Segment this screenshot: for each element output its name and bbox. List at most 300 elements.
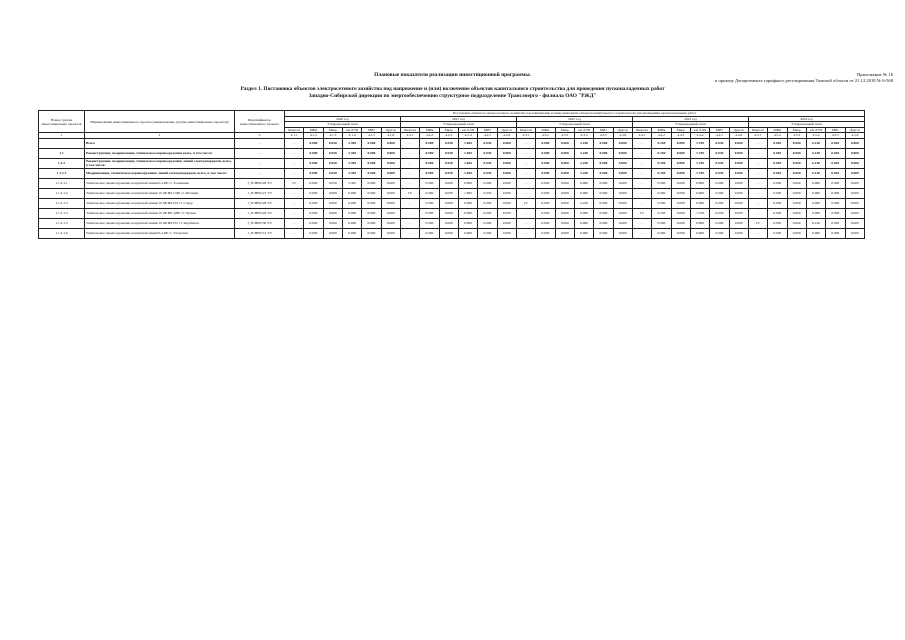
row-value: 0.030 [710,158,729,168]
row-value: 0.000 [555,188,574,198]
row-value: 0.030 [478,148,497,158]
table-row [39,158,865,168]
row-value: - [400,138,419,148]
row-value: 0.000 [420,148,439,158]
row-value: 0.030 [478,158,497,168]
row-value: 0.000 [845,168,865,178]
header-num: 4.1.4 [342,133,361,139]
row-value: 0.000 [555,178,574,188]
row-value: 0.000 [787,198,806,208]
row-value: 2.305 [342,148,361,158]
header-sub: Квартал [285,127,304,133]
row-value: 0.000 [555,228,574,238]
row-value: 0.000 [536,198,555,208]
row-value: 0.065 [826,218,845,228]
row-value: - [400,148,419,158]
row-value: 0.000 [420,138,439,148]
header-sub: МВт [594,127,613,133]
header-sub: МВт [826,127,845,133]
row-name: Техническое перевооружение воздушной линии 0,4 кВ ст. Тальменка [85,178,235,188]
row-id: J_ЗСНЕ0129 ТЭ [235,208,285,218]
row-code: 1.1.2.1.6 [39,228,85,238]
row-code: 1.1.2.1.3 [39,198,85,208]
row-value: 0.000 [497,178,516,188]
row-value: 0.000 [478,178,497,188]
row-value: 0.000 [729,168,748,178]
row-value: 0.000 [652,218,671,228]
row-value: 6.140 [806,158,825,168]
row-value: - [400,208,419,218]
header-sub: км ЛЭП [342,127,361,133]
header-sub: Квартал [748,127,767,133]
header-num: 4.2.5 [478,133,497,139]
row-value: 0.000 [323,198,342,208]
row-value: - [516,208,535,218]
header-num: 4.2.2 [420,133,439,139]
main-title: Плановые показатели реализации инвестиционной программы. [374,72,531,78]
row-value: - [400,168,419,178]
row-value: 0.000 [304,198,323,208]
row-value: - [748,228,767,238]
document-titles [0,72,905,99]
row-value: 0.000 [690,188,709,198]
row-value: 0.000 [497,138,516,148]
row-value: 0.000 [304,148,323,158]
row-value: 1.665 [458,148,477,158]
row-value: 0.000 [304,208,323,218]
row-value: 0.000 [671,158,690,168]
row-value: 0.000 [381,138,400,148]
row-value: IV [400,188,419,198]
row-value: 0.065 [768,218,787,228]
row-value: - [516,148,535,158]
row-value: 0.000 [787,228,806,238]
row-value: 0.050 [323,168,342,178]
row-value: 0.000 [381,188,400,198]
row-value: 0.000 [671,168,690,178]
row-value: - [285,148,304,158]
row-value: 0.000 [362,158,381,168]
row-value: 0.000 [826,188,845,198]
row-value: - [516,138,535,148]
row-value: - [400,218,419,228]
table-row [39,228,865,238]
row-value: 0.000 [420,208,439,218]
row-value: 0.000 [420,178,439,188]
table-row [39,138,865,148]
header-num: 4.4.6 [729,133,748,139]
row-value: 0.000 [690,228,709,238]
row-code: 1.1.2.1.4 [39,208,85,218]
row-value: 0.000 [574,228,593,238]
header-num: 2 [85,133,235,139]
row-value: 6.140 [806,218,825,228]
row-value: 0.000 [536,188,555,198]
header-num: 4.5.6 [845,133,865,139]
row-value: 0.000 [362,148,381,158]
table-row [39,198,865,208]
header-sub: МВт [478,127,497,133]
row-value: - [632,158,651,168]
row-id: - [235,158,285,168]
row-value: 0.250 [652,148,671,158]
row-value: 0.000 [806,228,825,238]
row-value: 0.000 [845,178,865,188]
header-plan: Утвержденный план [748,122,864,128]
table-row [39,208,865,218]
row-value: 0.030 [478,188,497,198]
header-sub: МВА [652,127,671,133]
row-value: 0.000 [826,228,845,238]
row-value: 0.065 [768,158,787,168]
row-value: 0.030 [478,168,497,178]
row-value: - [632,218,651,228]
row-value: 0.000 [362,228,381,238]
row-value: 0.000 [845,218,865,228]
row-value: 0.000 [478,198,497,208]
row-value: 0.000 [536,148,555,158]
header-num: 4.2.3 [439,133,458,139]
row-value: 0.000 [342,198,361,208]
row-value: 0.000 [613,178,632,188]
row-value: - [516,158,535,168]
row-value: 0.000 [304,178,323,188]
row-value: 0.000 [710,178,729,188]
row-value: 0.250 [652,208,671,218]
appendix-line1: Приложение № 16 [857,72,893,77]
row-value: 0.000 [420,168,439,178]
header-sub: Мвар [787,127,806,133]
row-value: 1.665 [458,158,477,168]
row-value: 0.000 [381,168,400,178]
row-code [39,138,85,148]
row-value: 0.000 [574,218,593,228]
row-value: - [632,198,651,208]
row-value: 0.000 [362,178,381,188]
row-value: 0.065 [768,138,787,148]
row-name: Техническое перевооружение воздушной линии 10 кВ ВЛ ПЭ ст. Барабинск [85,218,235,228]
header-plan: Утвержденный план [400,122,516,128]
row-value: 0.000 [362,168,381,178]
row-value: 0.000 [710,228,729,238]
row-value: 0.000 [381,208,400,218]
row-value: - [285,198,304,208]
row-value: 0.000 [613,218,632,228]
row-value: 0.000 [594,158,613,168]
row-value: 0.000 [555,138,574,148]
row-value: 0.000 [555,198,574,208]
header-sub: Другое [613,127,632,133]
row-value: 0.000 [497,188,516,198]
row-value: 0.000 [362,208,381,218]
row-value: 0.000 [613,148,632,158]
row-value: 0.000 [594,198,613,208]
header-num: 4.3.2 [536,133,555,139]
header-year: 2021 год [400,116,516,122]
header-sub: МВт [710,127,729,133]
row-value: 0.000 [845,228,865,238]
row-value: - [748,188,767,198]
header-num: 4.3.1 [516,133,535,139]
row-value: 0.000 [458,198,477,208]
row-value: 0.000 [729,138,748,148]
row-value: 0.000 [652,198,671,208]
row-value: 0.000 [458,178,477,188]
row-value: 0.000 [729,198,748,208]
row-value: 0.000 [729,178,748,188]
row-value: 0.000 [690,198,709,208]
row-value: 0.000 [652,228,671,238]
row-value: 0.065 [826,158,845,168]
row-value: 0.000 [729,148,748,158]
row-value: 0.000 [323,208,342,218]
row-value: 2.240 [574,138,593,148]
header-sub: МВт [362,127,381,133]
row-value: 0.000 [304,138,323,148]
row-id: - [235,138,285,148]
row-value: 0.000 [420,198,439,208]
row-name: Техническое перевооружение воздушной линии 10 кВ ВЛ ПЭ ст. Сокур [85,198,235,208]
row-value: 0.030 [710,168,729,178]
header-plan: Утвержденный план [285,122,401,128]
row-value: 0.000 [381,158,400,168]
header-sub: Квартал [632,127,651,133]
header-sub: Другое [497,127,516,133]
row-value: 6.140 [806,138,825,148]
row-value: 2.305 [342,168,361,178]
header-num: 4.4.2 [652,133,671,139]
header-num: 4.5.1 [748,133,767,139]
row-value: 0.000 [710,218,729,228]
row-value: 0.000 [845,208,865,218]
header-num: 4.4.5 [710,133,729,139]
row-value: 0.000 [420,218,439,228]
row-value: 0.000 [594,188,613,198]
row-value: 0.000 [671,208,690,218]
row-value: 0.000 [594,168,613,178]
investment-table [38,110,865,239]
header-sub: Квартал [516,127,535,133]
row-id: - [235,168,285,178]
header-year: 2023 год [632,116,748,122]
header-num: 4.3.4 [574,133,593,139]
header-sub: Мвар [439,127,458,133]
row-value: - [285,228,304,238]
row-value: 0.000 [536,138,555,148]
row-name: Техническое перевооружение воздушной линии 10 кВ ВЛ СЦБ ст. Мочище [85,188,235,198]
row-value: 0.000 [768,188,787,198]
row-value: 0.000 [478,208,497,218]
row-value: - [285,168,304,178]
header-sub: км ЛЭП [806,127,825,133]
row-value: 0.000 [304,168,323,178]
row-value: 0.000 [671,198,690,208]
row-value: 0.000 [458,208,477,218]
table-row [39,218,865,228]
row-name: Техническое перевооружение воздушной линии 0,4 кВ ст. Татарская [85,228,235,238]
header-num: 4.3.3 [555,133,574,139]
row-value: - [748,208,767,218]
header-sub: МВА [768,127,787,133]
row-value: 0.250 [652,138,671,148]
row-value: - [748,158,767,168]
row-id: J_ЗСНЕ0128 ТЭ [235,198,285,208]
row-value: 0.000 [826,178,845,188]
row-value: 2.240 [574,158,593,168]
row-name: Всего [85,138,235,148]
row-value: - [632,168,651,178]
row-value: 0.000 [652,188,671,198]
header-year: 2022 год [516,116,632,122]
header-num: 4.5.3 [787,133,806,139]
table-row [39,168,865,178]
row-value: - [748,168,767,178]
row-value: 0.030 [478,138,497,148]
row-value: 0.000 [787,148,806,158]
row-value: 0.000 [845,148,865,158]
row-value: 0.000 [362,138,381,148]
header-sub: Другое [381,127,400,133]
row-value: 0.000 [323,218,342,228]
header-sub: Мвар [555,127,574,133]
row-id: J_ЗСНЕ0131 ТЭ [235,228,285,238]
header-num: 4.2.6 [497,133,516,139]
row-value: 0.050 [323,148,342,158]
header-sub: Мвар [671,127,690,133]
row-value: 0.000 [845,188,865,198]
row-value: 0.000 [342,228,361,238]
row-value: 0.050 [323,138,342,148]
row-value: 0.065 [768,168,787,178]
row-value: 0.000 [729,218,748,228]
row-value: 1.750 [690,158,709,168]
row-value: - [285,158,304,168]
row-value: 0.000 [613,228,632,238]
row-value: 0.000 [497,148,516,158]
table-row [39,148,865,158]
row-value: 0.000 [574,208,593,218]
row-value: 0.000 [787,208,806,218]
org-title: Западно-Сибирской дирекции по энергообеспечению структурное подразделение Трансэнерго - филиала ОАО "РЖД" [308,93,597,99]
row-code: 1.1.2.1.2 [39,188,85,198]
row-value: 0.000 [342,218,361,228]
row-value: 0.000 [439,208,458,218]
row-value: 0.000 [806,208,825,218]
row-value: 0.000 [594,178,613,188]
row-value: 0.000 [845,198,865,208]
row-value: 0.000 [826,208,845,218]
row-code: 1.1 [39,148,85,158]
header-num: 4.5.4 [806,133,825,139]
header-num: 4.4.1 [632,133,651,139]
row-value: 0.000 [613,168,632,178]
row-value: 0.000 [555,168,574,178]
row-value: 0.000 [555,148,574,158]
row-value: 0.000 [768,228,787,238]
row-value: - [632,138,651,148]
header-num: 4.2.4 [458,133,477,139]
row-value: 0.000 [787,188,806,198]
row-value: 0.000 [362,218,381,228]
header-sub: МВА [304,127,323,133]
section-title: Раздел 1. Постановка объектов электросетевого хозяйства под напряжение и (или) включение объектов капитального строительства для проведения пусконаладочных работ [240,86,665,92]
row-value: 0.000 [362,198,381,208]
row-value: IV [516,198,535,208]
table-row [39,178,865,188]
row-value: - [285,138,304,148]
header-num: 4.5.5 [826,133,845,139]
row-value: 0.000 [845,158,865,168]
row-value: - [285,208,304,218]
row-name: Техническое перевооружение воздушной линии 10 кВ ВЛ ДПР ст. Чулым [85,208,235,218]
row-value: 0.000 [323,188,342,198]
row-value: 0.000 [439,198,458,208]
row-value: - [632,188,651,198]
row-value: - [285,188,304,198]
row-value: 0.000 [497,228,516,238]
row-value: 0.000 [594,148,613,158]
header-num: 4.1.3 [323,133,342,139]
row-value: 2.305 [342,158,361,168]
table-row [39,188,865,198]
row-value: 0.000 [439,178,458,188]
row-value: 0.000 [420,188,439,198]
row-value: IV [748,218,767,228]
row-value: 0.000 [536,218,555,228]
header-num: 4.1.2 [304,133,323,139]
header-plan: Утвержденный план [516,122,632,128]
row-value: 0.065 [768,148,787,158]
row-value: 2.240 [574,198,593,208]
row-value: 0.000 [536,158,555,168]
row-value: 0.000 [806,198,825,208]
row-value: 0.000 [420,158,439,168]
row-value: 0.000 [497,198,516,208]
row-value: 0.000 [574,178,593,188]
row-value: 0.000 [845,138,865,148]
row-value: 1.665 [458,138,477,148]
row-value: 0.000 [594,208,613,218]
row-value: 0.000 [787,168,806,178]
row-value: 0.000 [342,188,361,198]
row-name: Модернизация, техническое перевооружение линий электропередачи, всего, в том числе: [85,168,235,178]
row-value: 0.000 [555,218,574,228]
row-value: 0.000 [458,218,477,228]
row-value: 0.000 [671,188,690,198]
header-num: 4.2.1 [400,133,419,139]
row-value: - [632,228,651,238]
row-value: - [748,178,767,188]
row-value: 0.000 [420,228,439,238]
row-value: 0.030 [710,138,729,148]
row-value: 0.000 [304,158,323,168]
row-value: 0.000 [787,218,806,228]
row-id: J_ЗСНЕ0127 ТЭ [235,188,285,198]
row-value: 0.000 [690,178,709,188]
row-value: 0.050 [323,158,342,168]
row-value: - [285,218,304,228]
header-num: 4.4.4 [690,133,709,139]
row-value: 0.000 [381,218,400,228]
row-value: 0.000 [497,208,516,218]
row-value: 0.030 [439,148,458,158]
row-value: 0.065 [826,168,845,178]
row-value: 0.000 [768,208,787,218]
row-value: 0.000 [806,178,825,188]
header-sub: Мвар [323,127,342,133]
row-value: 0.000 [729,208,748,218]
row-value: 0.000 [594,138,613,148]
